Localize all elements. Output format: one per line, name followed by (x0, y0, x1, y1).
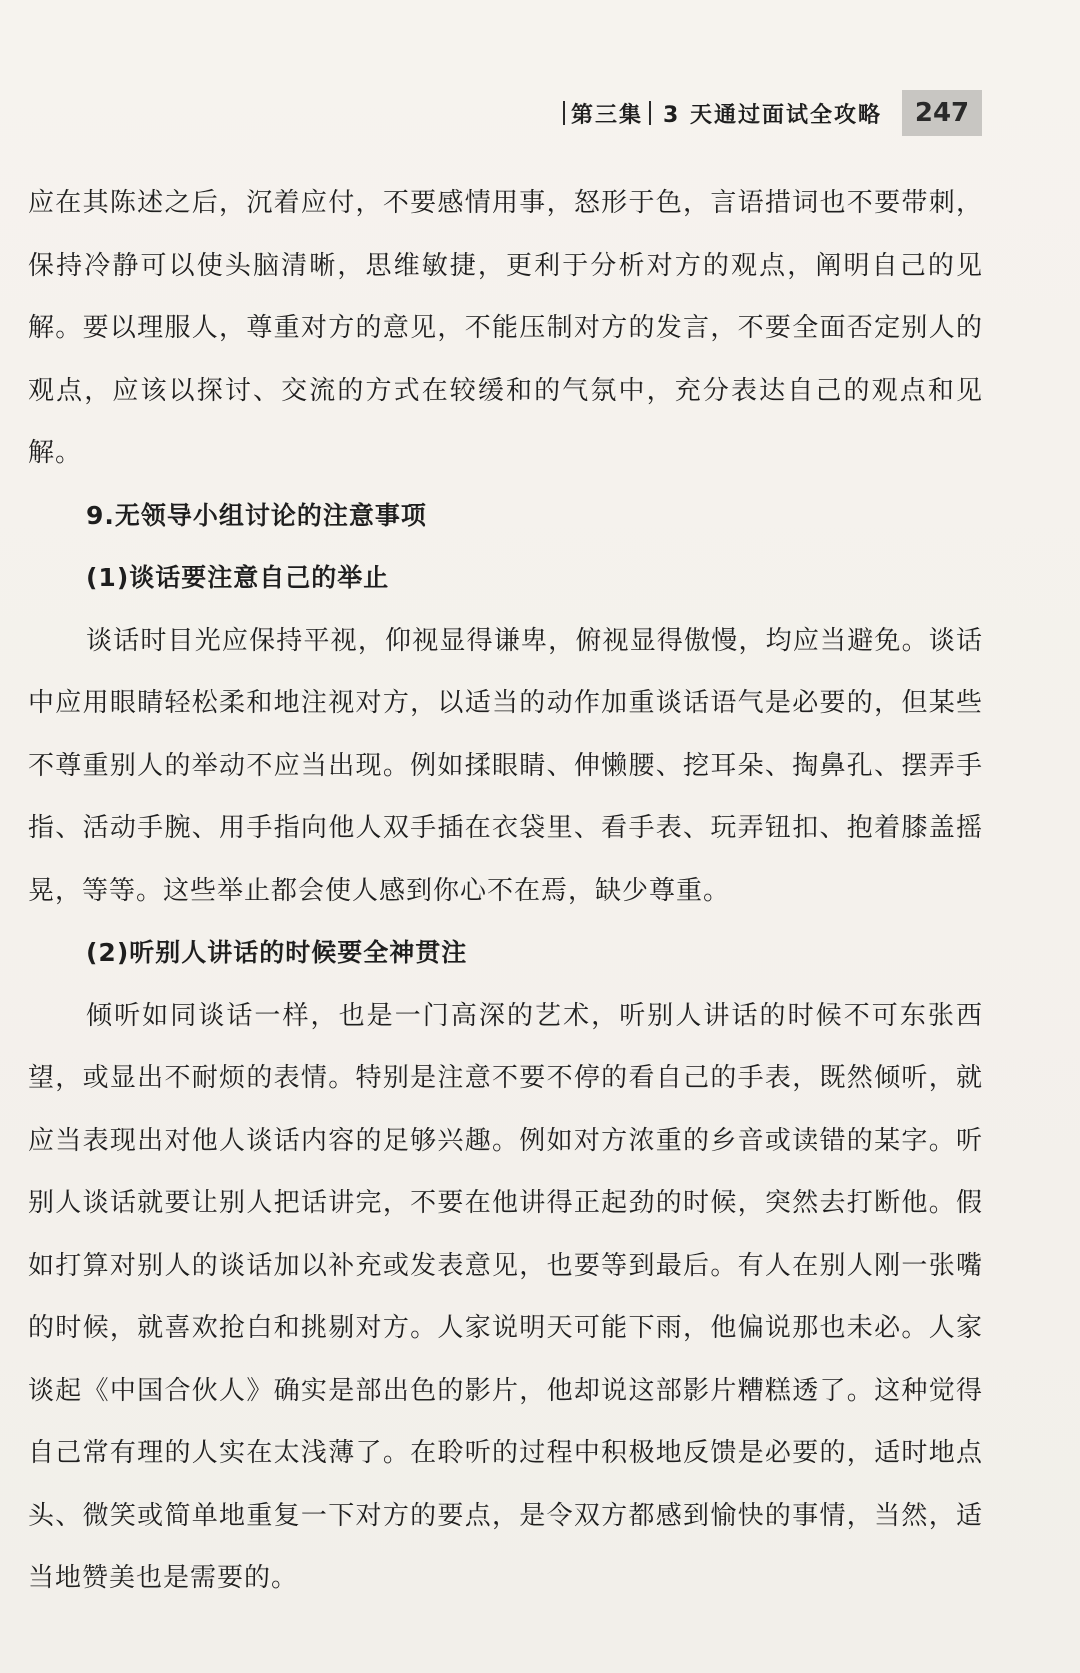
book-title: 3 天通过面试全攻略 (663, 102, 882, 128)
chapter-label: 第三集 (571, 102, 644, 128)
section-heading: 9.无领导小组讨论的注意事项 (86, 500, 427, 530)
header-divider (563, 101, 565, 125)
paragraph-2: 倾听如同谈话一样，也是一门高深的艺术，听别人讲话的时候不可东张西望，或显出不耐烦的表情。特别是注意不要不停的看自己的手表，既然倾听，就应当表现出对他人谈话内容的足够兴趣。例如对方浓重的乡音或读错的某字。听别人谈话就要让别人把话讲完，不要在他讲得正起劲的时候，突然去打断他。假如打算对别人的谈话加以补充或发表意见，也要等到最后。有人在别人刚一张嘴的时候，就喜欢抢白和挑剔对方。人家说明天可能下雨，他偏说那也未必。人家谈起《中国合伙人》确实是部出色的影片，他却说这部影片糟糕透了。这种觉得自己常有理的人实在太浅薄了。在聆听的过程中积极地反馈是必要的，适时地点头、微笑或简单地重复一下对方的要点，是令双方都感到愉快的事情，当然，适当地赞美也是需要的。 (28, 1000, 983, 1593)
page-number: 247 (902, 90, 982, 136)
page-content (28, 172, 983, 1610)
subsection-heading-2: (2)听别人讲话的时候要全神贯注 (86, 938, 468, 967)
paragraph-1: 谈话时目光应保持平视，仰视显得谦卑，俯视显得傲慢，均应当避免。谈话中应用眼睛轻松柔和地注视对方，以适当的动作加重谈话语气是必要的，但某些不尊重别人的举动不应当出现。例如揉眼睛、伸懒腰、挖耳朵、掏鼻孔、摆弄手指、活动手腕、用手指向他人双手插在衣袋里、看手表、玩弄钮扣、抱着膝盖摇晃，等等。这些举止都会使人感到你心不在焉，缺少尊重。 (28, 625, 983, 906)
running-header (557, 90, 982, 136)
header-divider (649, 101, 651, 125)
subsection-heading-1: (1)谈话要注意自己的举止 (86, 563, 390, 592)
paragraph-continued: 应在其陈述之后，沉着应付，不要感情用事，怒形于色，言语措词也不要带刺，保持冷静可以使头脑清晰，思维敏捷，更利于分析对方的观点，阐明自己的见解。要以理服人，尊重对方的意见，不能压制对方的发言，不要全面否定别人的观点，应该以探讨、交流的方式在较缓和的气氛中，充分表达自己的观点和见解。 (28, 188, 983, 468)
